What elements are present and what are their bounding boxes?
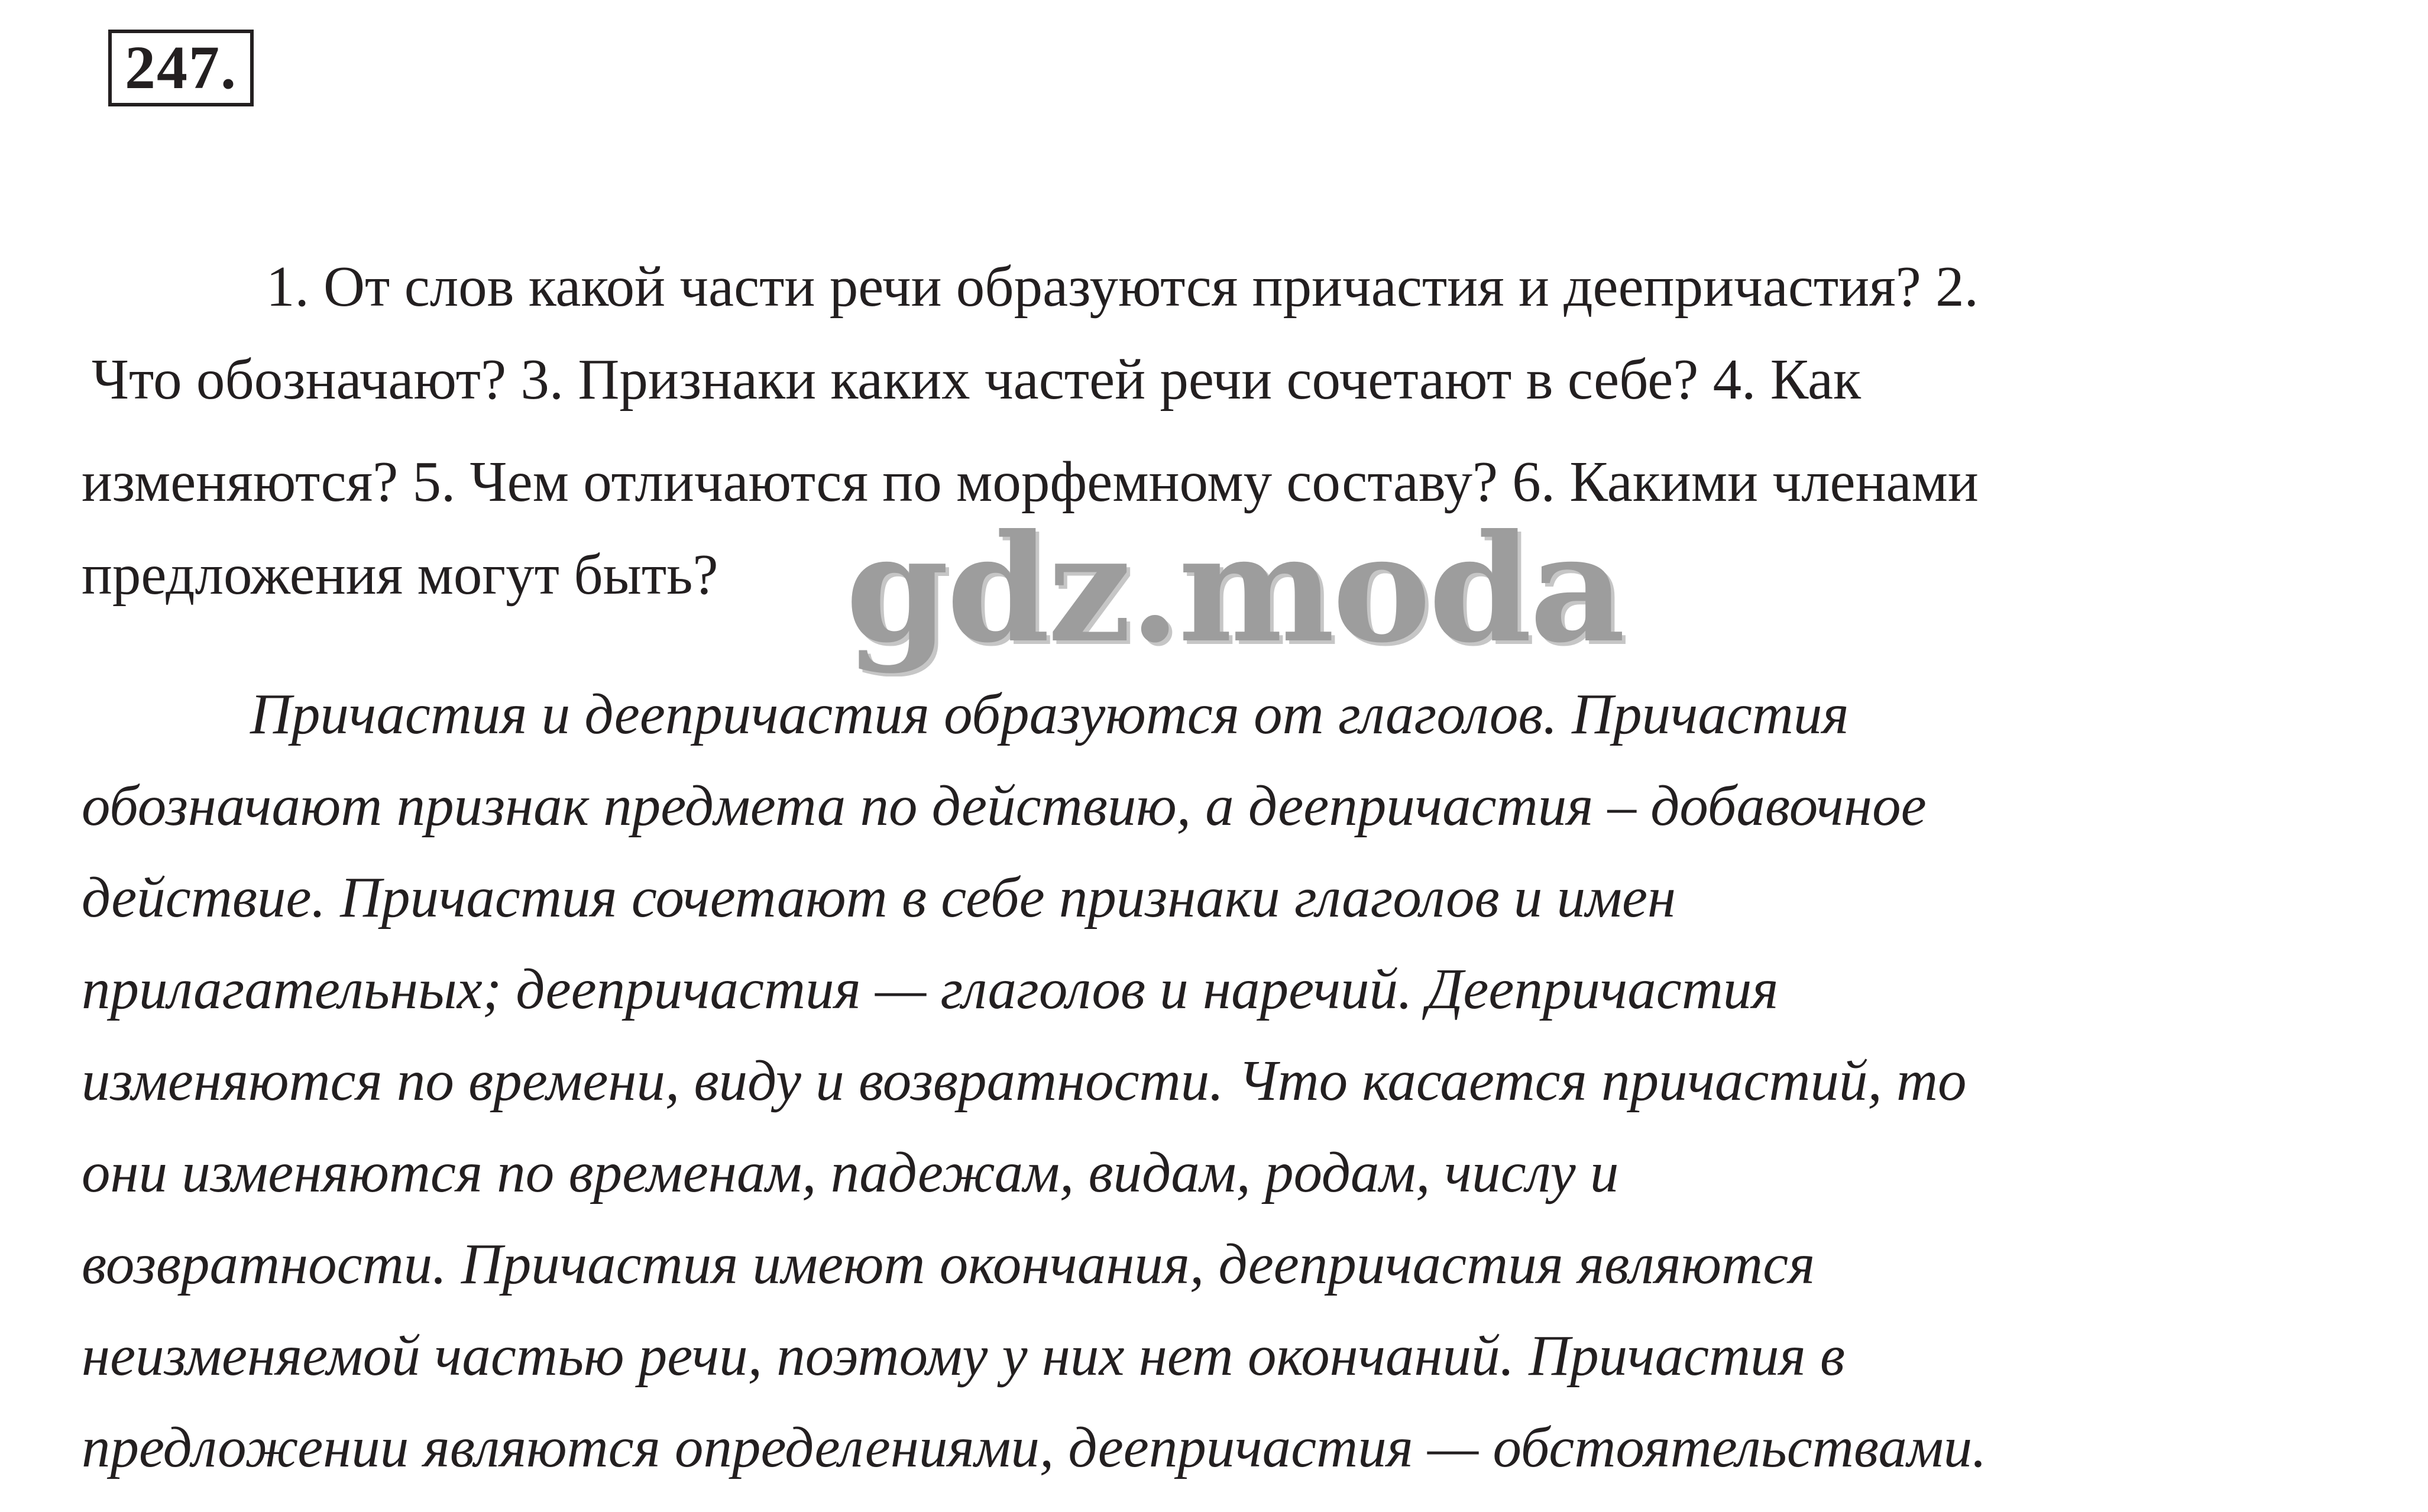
question-line: изменяются? 5. Чем отличаются по морфемному составу? 6. Какими членами xyxy=(82,450,1979,513)
watermark-logo: gdz.moda xyxy=(846,501,1623,675)
answer-line: обозначают признак предмета по действию, а деепричастия – добавочное xyxy=(82,774,1927,837)
answer-line: действие. Причастия сочетают в себе признаки глаголов и имен xyxy=(82,866,1676,929)
answer-line: прилагательных; деепричастия — глаголов и наречий. Деепричастия xyxy=(82,957,1779,1021)
question-line: Что обозначают? 3. Признаки каких частей речи сочетают в себе? 4. Как xyxy=(92,348,1862,411)
answer-line: неизменяемой частью речи, поэтому у них нет окончаний. Причастия в xyxy=(82,1324,1846,1387)
answer-line: возвратности. Причастия имеют окончания, деепричастия являются xyxy=(82,1232,1815,1296)
answer-line: изменяются по времени, виду и возвратности. Что касается причастий, то xyxy=(82,1049,1967,1112)
exercise-number-suffix: . xyxy=(221,34,237,102)
question-line: 1. От слов какой части речи образуются причастия и деепричастия? 2. xyxy=(266,255,1979,318)
answer-line: они изменяются по временам, падежам, видам, родам, числу и xyxy=(82,1141,1619,1204)
answer-line: Причастия и деепричастия образуются от глаголов. Причастия xyxy=(250,682,1849,746)
exercise-number: 247 xyxy=(125,34,221,102)
exercise-number-box xyxy=(108,30,254,106)
answer-line: предложении являются определениями, деепричастия — обстоятельствами. xyxy=(82,1416,1987,1479)
question-line: предложения могут быть? xyxy=(82,543,718,606)
